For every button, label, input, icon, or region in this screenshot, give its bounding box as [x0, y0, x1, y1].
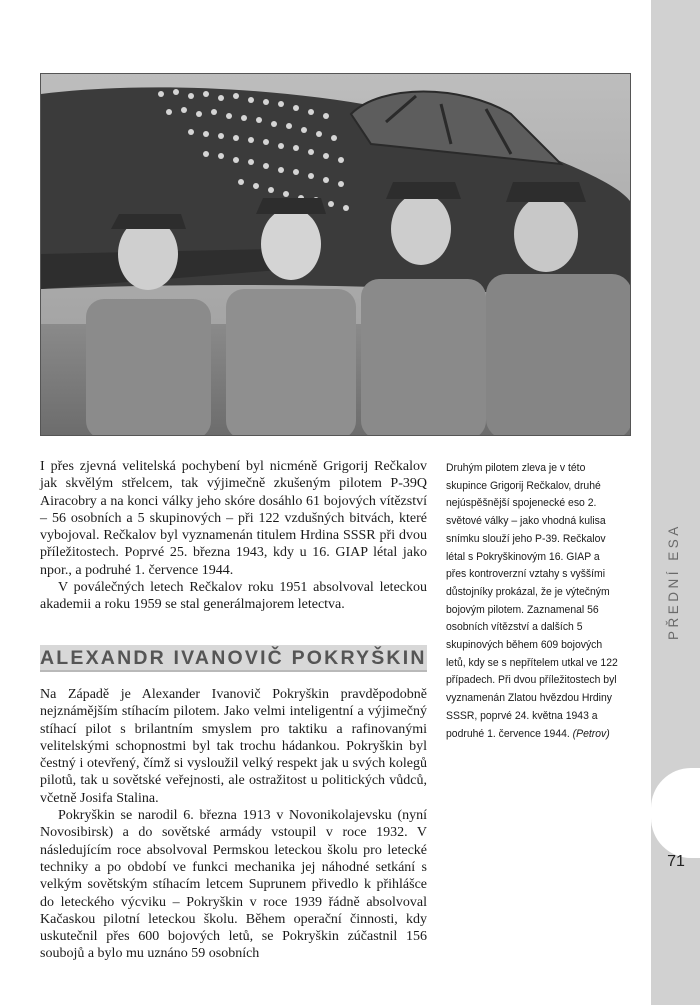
article-text-top	[40, 458, 427, 614]
section-heading: ALEXANDR IVANOVIČ POKRYŠKIN	[40, 647, 427, 669]
caption-credit: (Petrov)	[572, 727, 610, 740]
photo-caption	[446, 460, 622, 743]
paragraph: Na Západě je Alexander Ivanovič Pokryškin pravděpodobně nejznámějším stíhacím pilotem. Jako velmi inteligentní a výjimečný stíhací pilot s brilantním smyslem pro taktiku a rafinovanými velitelskými schopnostmi byl tak trochu hádankou. Pokryškin byl čestný i otevřený, čímž si vysloužil velký respekt jak u svých kolegů pilotů, tak u sovětské veřejnosti, ale ostražitost u politických vůdců, včetně Josifa Stalina.	[40, 687, 427, 806]
page-number: 71	[667, 853, 685, 870]
paragraph: I přes zjevná velitelská pochybení byl nicméně Grigorij Rečkalov jak skvělým střelcem, tak výjimečně zkušeným pilotem P-39Q Airacobry a na konci války jeho skóre dosáhlo 61 bojových vítězství – 56 osobních a 5 skupinových – při 122 vzdušných bitvách, které vybojoval. Rečkalov byl vyznamenán titulem Hrdina SSSR při dvou příležitostech. Poprvé 25. března 1943, kdy u 16. GIAP létal jako npor., a podruhé 1. července 1944.	[40, 459, 427, 578]
section-heading-bar	[40, 645, 427, 672]
side-tab-bottom	[651, 888, 700, 1005]
paragraph: Pokryškin se narodil 6. března 1913 v Novonikolajevsku (nyní Novosibirsk) a do sovětské armády vstoupil v roce 1932. V následujícím roce absolvoval Permskou leteckou školu pro letecké techniky a po období ve funkci mechanika jej náhodné setkání s velkým sovětským stíhacím letcem Suprunem přivedlo k přihlášce do leteckého výcviku – Pokryškin v roce 1939 řádně absolvoval Kačaskou pilotní leteckou školu. Během operační činnosti, kdy uskutečnil přes 600 bojových letů, se Pokryškin zúčastnil 156 soubojů a bylo mu uznáno 59 osobních	[40, 808, 427, 962]
chapter-label: PŘEDNÍ ESA	[666, 523, 681, 640]
photo-pilots-p39	[40, 73, 631, 436]
article-text-bottom	[40, 686, 427, 963]
photo-illustration	[41, 74, 631, 436]
caption-text: Druhým pilotem zleva je v této skupince Grigorij Rečkalov, druhé nejúspěšnější spojenecké eso 2. světové války – jako vhodná kulisa snímku slouží jeho P-39. Rečkalov létal s Pokryškinovým 16. GIAP a přes kontroverzní vztahy s vyššími důstojníky prokázal, že je výtečným bojovým pilotem. Zaznamenal 56 osobních vítězství a dalších 5 skupinových během 609 bojových letů, kdy se s nepřítelem utkal ve 122 případech. Při dvou příležitostech byl vyznamenán Zlatou hvězdou Hrdiny SSSR, poprvé 24. května 1943 a podruhé 1. července 1944.	[446, 462, 618, 740]
paragraph: V poválečných letech Rečkalov roku 1951 absolvoval leteckou akademii a roku 1959 se stal generálmajorem letectva.	[40, 580, 427, 613]
